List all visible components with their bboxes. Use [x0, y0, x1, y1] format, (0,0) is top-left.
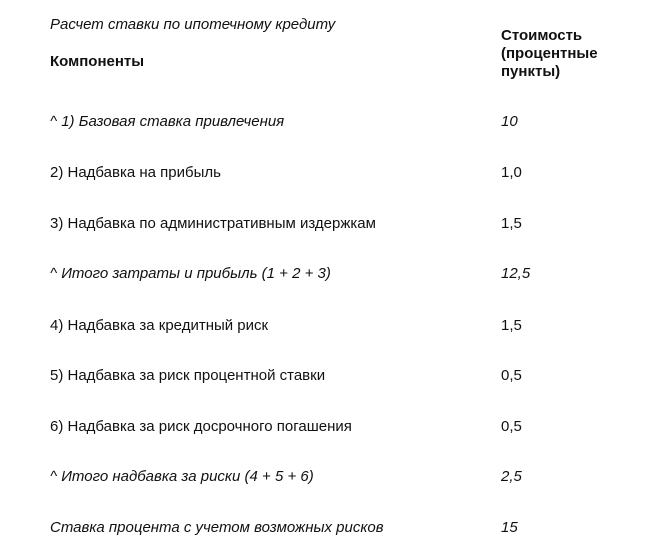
table-row — [0, 215, 660, 239]
table-row — [0, 265, 660, 289]
row-label: 6) Надбавка за риск досрочного погашения — [50, 418, 352, 435]
row-value: 0,5 — [501, 418, 522, 435]
row-label: ^ Итого надбавка за риски (4 + 5 + 6) — [50, 468, 314, 485]
row-value: 12,5 — [501, 265, 531, 282]
row-value: 1,0 — [501, 164, 522, 181]
table-row — [0, 367, 660, 391]
document-title: Расчет ставки по ипотечному кредиту — [50, 16, 336, 33]
row-value: 15 — [501, 519, 518, 536]
column-header-cost: Стоимость (процентные пункты) — [501, 27, 598, 80]
row-label: ^ 1) Базовая ставка привлечения — [50, 113, 285, 130]
row-value: 1,5 — [501, 317, 522, 334]
table-row — [0, 317, 660, 341]
row-value: 2,5 — [501, 468, 522, 485]
row-value: 10 — [501, 113, 518, 130]
table-row — [0, 164, 660, 188]
row-label: ^ Итого затраты и прибыль (1 + 2 + 3) — [50, 265, 331, 282]
table-row — [0, 113, 660, 137]
row-label: 4) Надбавка за кредитный риск — [50, 317, 269, 334]
row-label: 3) Надбавка по административным издержкам — [50, 215, 376, 232]
table-row — [0, 468, 660, 492]
row-label: Ставка процента с учетом возможных рисков — [50, 519, 384, 536]
row-value: 0,5 — [501, 367, 522, 384]
row-label: 5) Надбавка за риск процентной ставки — [50, 367, 326, 384]
column-header-components: Компоненты — [50, 53, 145, 70]
table-row — [0, 418, 660, 442]
row-value: 1,5 — [501, 215, 522, 232]
table-row — [0, 519, 660, 543]
row-label: 2) Надбавка на прибыль — [50, 164, 221, 181]
